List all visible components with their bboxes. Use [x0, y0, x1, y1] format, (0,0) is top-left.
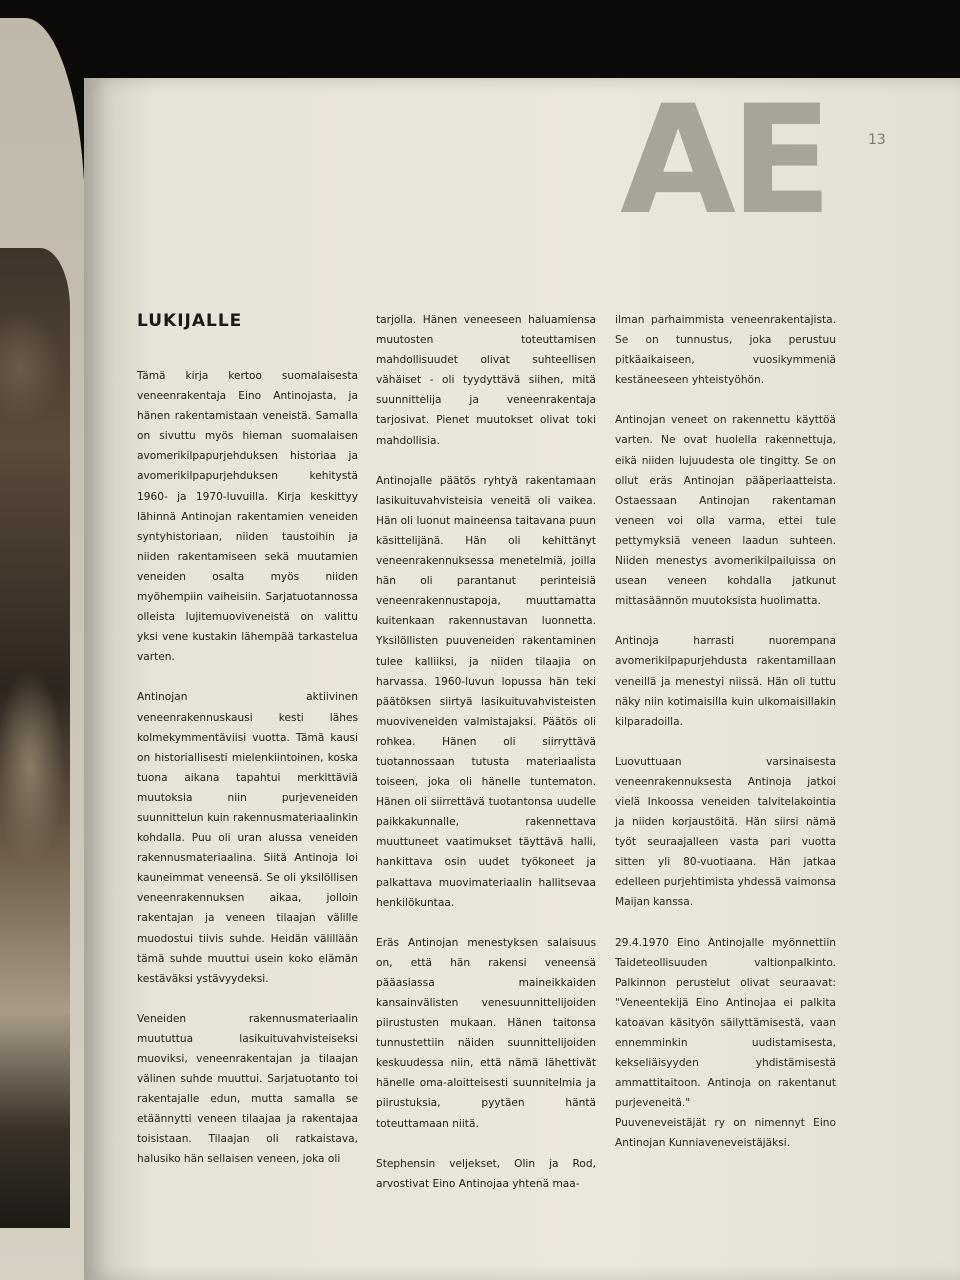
award-paragraph: 29.4.1970 Eino Antinojalle myönnettiin Taideteollisuuden valtionpalkinto. Palkinnon perustelut olivat seuraavat: "Veneentekijä Eino Antinojaa ei palkita katoavan käsityön säilyttämisestä, vaan ennemminkin uudistamisesta, kekseliäisyyden yhdistämisestä ammattitaitoon. Antinoja on rakentanut purjeveneitä." [615, 936, 836, 1110]
text-column-2 [376, 310, 596, 1214]
paragraph: Tämä kirja kertoo suomalaisesta veneenrakentaja Eino Antinojasta, ja hänen rakentamistaan veneistä. Samalla on sivuttu myös hieman suomalaisen avomerikilpapurjehduksen historiaa ja avomerikilpapurjehduksen kehitystä 1960- ja 1970-luvuilla. Kirja keskittyy lähinnä Antinojan rakentamien veneiden syntyhistoriaan, niiden taustoihin ja niiden rakentamiseen sekä muutamien veneiden osalta myös niiden myöhempiin vaiheisiin. Sarjatuotannossa olleista lujitemuoviveneistä on valittu yksi vene kustakin lähempää tarkastelua varten. [137, 370, 358, 664]
decorative-letters: AE [620, 86, 827, 236]
paragraph: Antinojan veneet on rakennettu käyttöä varten. Ne ovat huolella rakennettuja, eikä niiden lujuudesta ole tingitty. Se on ollut eräs Antinojan pääperiaatteista. Ostaessaan Antinojan rakentaman veneen voi olla varma, ettei tule pettymyksiä veneen laadun suhteen. Niiden menestys avomerikilpailuissa on usean veneen kohdalla jatkunut mittasäännön muutoksista huolimatta. [615, 414, 836, 608]
page-heading: LUKIJALLE [137, 311, 243, 331]
paragraph: Antinojan aktiivinen veneenrakennuskausi kesti lähes kolmekymmentäviisi vuotta. Tämä kausi on historiallisesti mielenkiintoinen, koska tuona aikana tapahtui merkittäviä muutoksia niin purjeveneiden suunnittelun kuin rakennusmateriaalinkin kohdalla. Puu oli uran alussa veneiden rakennusmateriaalina. Siitä Antinoja loi kauneimmat veneensä. Se oli yksilöllisen veneenrakennuksen aikaa, jolloin rakentajan ja veneen tilaajan välille muodostui tiivis suhde. Heidän välillään tämä suhde muuttui usein koko elämän kestäväksi ystävyydeksi. [137, 691, 358, 985]
paragraph: Antinojalle päätös ryhtyä rakentamaan lasikuituvahvisteisia veneitä oli vaikea. Hän oli luonut maineensa taitavana puun käsittelijänä. Hän oli kehittänyt veneenrakennuksessa menetelmiä, joilla hän oli parantanut perinteisiä veneenrakennustapoja, muuttamatta kuitenkaan rakennustavan luonnetta. Yksilöllisten puuveneiden rakentaminen tulee kalliiksi, ja niiden tilaajia on harvassa. 1960-luvun lopussa hän teki päätöksen siirtyä lasikuituvahvisteisten muoviveneiden valmistajaksi. Päätös oli rohkea. Hänen oli siirryttävä tuotannossaan tutusta materiaalista toiseen, joka oli hänelle tuntematon. Hänen oli siirrettävä tuotantonsa uudelle paikkakunnalle, rakennettava muuttuneet vaatimukset täyttävä halli, hankittava osin uudet työkoneet ja palkattava muovimateriaalin hallitsevaa henkilökuntaa. [376, 474, 596, 909]
page-number: 13 [868, 132, 886, 148]
paragraph: Stephensin veljekset, Olin ja Rod, arvostivat Eino Antinojaa yhtenä maa- [376, 1157, 596, 1190]
boat-photo [0, 248, 70, 1228]
paragraph: Luovuttuaan varsinaisesta veneenrakennuksesta Antinoja jatkoi vielä Inkoossa veneiden talvitelakointia ja niiden korjaustöitä. Hän siirsi nämä työt seuraajalleen vasta pari vuotta sitten yli 80-vuotiaana. Hän jatkaa edelleen purjehtimista yhdessä vaimonsa Maijan kanssa. [615, 755, 836, 909]
text-column-3 [615, 310, 836, 1174]
paragraph: Veneiden rakennusmateriaalin muututtua lasikuituvahvisteiseksi muoviksi, veneenrakentajan ja tilaajan välinen suhde muuttui. Sarjatuotanto toi rakentajalle edun, mutta samalla se etäännytti veneen tilaajaa ja rakentajaa toisistaan. Tilaajan oli ratkaistava, halusiko hän sellaisen veneen, joka oli [137, 1012, 358, 1166]
paragraph: tarjolla. Hänen veneeseen haluamiensa muutosten toteuttamisen mahdollisuudet olivat suhteellisen vähäiset - oli tyydyttävä siihen, mitä suunnittelija ja veneenrakentaja tarjosivat. Pienet muutokset olivat toki mahdollisia. [376, 314, 596, 447]
paragraph: ilman parhaimmista veneenrakentajista. Se on tunnustus, joka perustuu pitkäaikaiseen, vuosikymmeniä kestäneeseen yhteistyöhön. [615, 314, 836, 387]
left-page [0, 18, 85, 1280]
paragraph: Antinoja harrasti nuorempana avomerikilpapurjehdusta rakentamillaan veneillä ja menestyi niissä. Hän oli tuttu näky niin kotimaisilla kuin ulkomaisillakin kilparadoilla. [615, 635, 836, 728]
text-column-1 [137, 366, 358, 1190]
paragraph: Eräs Antinojan menestyksen salaisuus on, että hän rakensi veneensä pääasiassa maineikkaiden kansainvälisten venesuunnittelijoiden piirustusten mukaan. Hänen taitonsa tunnustettiin näiden suunnittelijoiden keskuudessa niin, että nämä lähettivät hänelle oma-aloitteisesti suunnitelmia ja piirustuksia, pyytäen häntä toteuttamaan niitä. [376, 936, 596, 1130]
paragraph: Puuveneveistäjät ry on nimennyt Eino Antinojan Kunniaveneveistäjäksi. [615, 1117, 836, 1150]
